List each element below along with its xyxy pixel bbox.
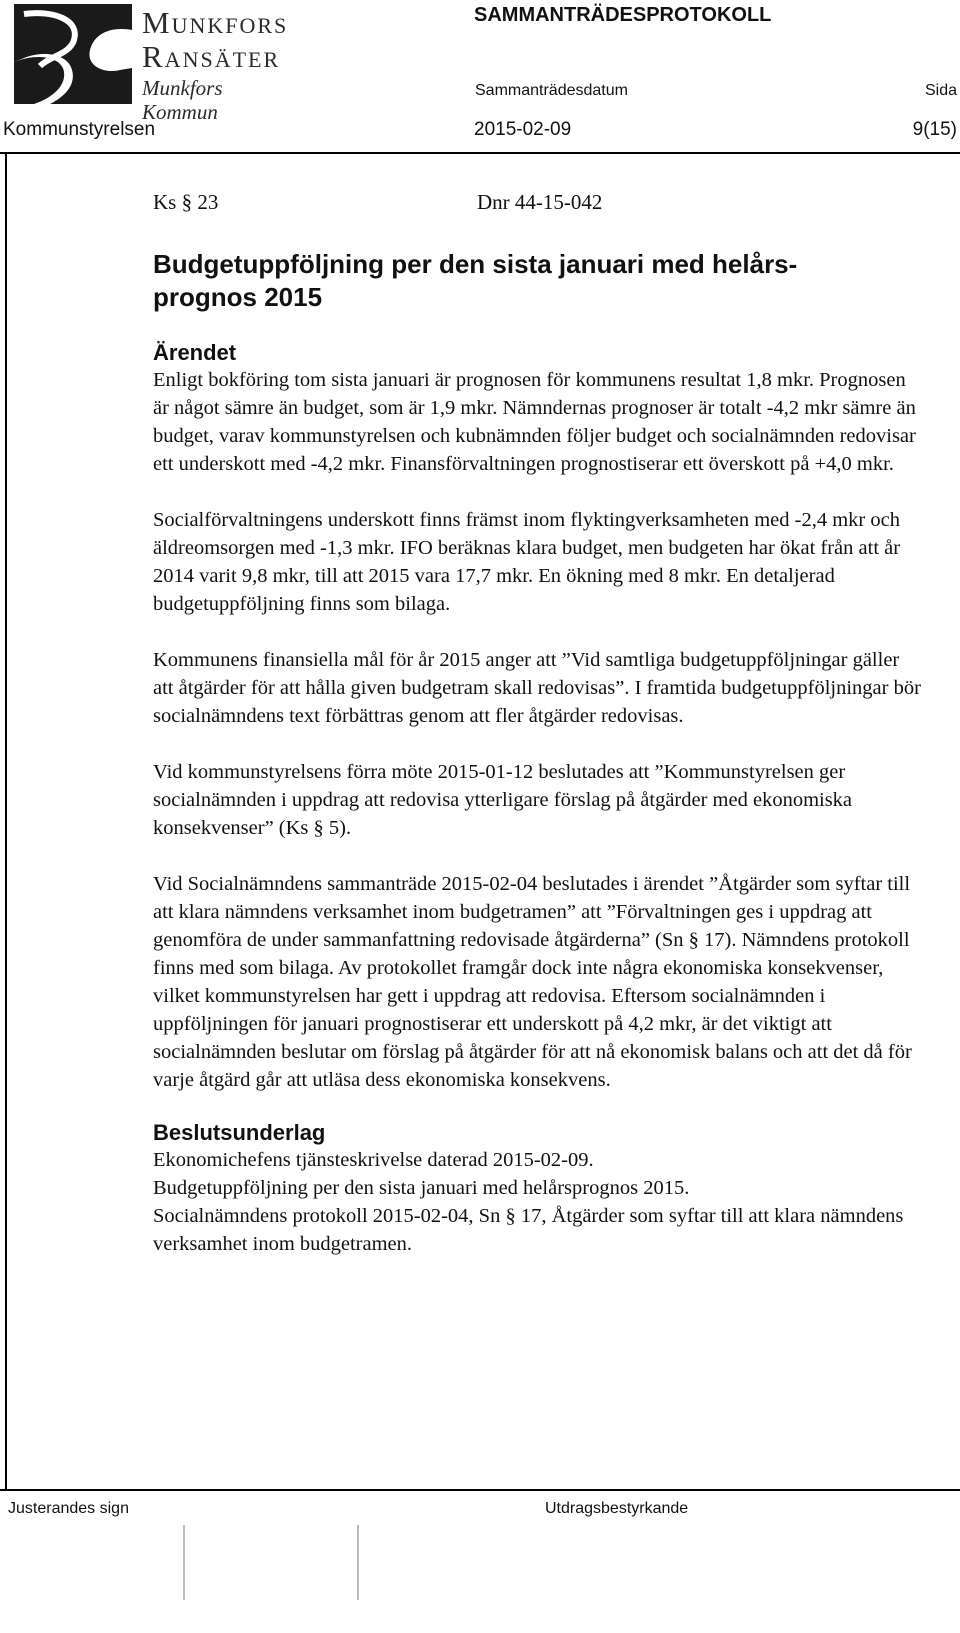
title-line-2: prognos 2015 [153,282,323,312]
page-label: Sida [924,82,957,99]
beslutsunderlag-heading: Beslutsunderlag [153,1120,326,1145]
arendet-paragraph: Vid kommunstyrelsens förra möte 2015-01-12 beslutades att ”Kommunstyrelsen ger socialnämnden i uppdrag att redovisa ytterligare förslag på åtgärder med ekonomiska konsekvenser” (Ks § 5). [153,761,853,839]
title-line-1: Budgetuppföljning per den sista januari med helårs- [153,249,798,279]
diary-number: Dnr 44-15-042 [477,190,603,214]
arendet-paragraph: Kommunens finansiella mål för år 2015 anger att ”Vid samtliga budgetuppföljningar gäller att åtgärder för att hålla given budgetram skall redovisas”. I framtida budgetuppföljningar bör socialnämndens text förbättras genom att fler åtgärder redovisas. [153,649,921,727]
case-number: Ks § 23 [153,190,219,214]
page-number: 9(15) [912,119,957,140]
arendet-paragraph: Socialförvaltningens underskott finns främst inom flyktingverksamheten med -2,4 mkr och äldreomsorgen med -1,3 mkr. IFO beräknas klara budget, men budgeten har ökat från att år 2014 varit 9,8 mkr, till att 2015 vara 17,7 mkr. En ökning med 8 mkr. En detaljerad budgetuppföljning finns som bilaga. [153,509,901,615]
meeting-date: 2015-02-09 [474,119,572,140]
footer-divider [0,1489,960,1491]
protocol-title: SAMMANTRÄDESPROTOKOLL [474,4,772,26]
header-divider [0,152,960,154]
beslutsunderlag-list [153,1146,923,1258]
list-item: Budgetuppföljning per den sista januari med helårsprognos 2015. [153,1177,690,1199]
arendet-paragraph: Vid Socialnämndens sammanträde 2015-02-04 beslutades i ärendet ”Åtgärder som syftar till att klara nämndens verksamhet inom budgetramen” att ”Förvaltningen ges i uppdrag att genomföra de under sammanfattning redovisade åtgärderna” (Sn § 17). Nämndens protokoll finns med som bilaga. Av protokollet framgår dock inte några ekonomiska konsekvenser, vilket kommunstyrelsen har gett i uppdrag att redovisa. Eftersom socialnämnden i uppföljningen för januari prognostiserar ett underskott på 4,2 mkr, är det viktigt att socialnämnden beslutar om förslag på åtgärder för att nå ekonomisk balans och att det då för varje åtgärd går att utläsa dess ekonomiska konsekvens. [153,873,912,1091]
signature-field [183,1525,185,1600]
organ-name: Kommunstyrelsen [3,119,156,140]
document-body [153,188,923,1258]
list-item: Ekonomichefens tjänsteskrivelse daterad 2015-02-09. [153,1149,594,1171]
arendet-paragraph: Enligt bokföring tom sista januari är prognosen för kommunens resultat 1,8 mkr. Prognosen är något sämre än budget, som är 1,9 mkr. Nämndernas prognoser är totalt -4,2 mkr sämre än budget, varav kommunstyrelsen och kubnämnden följer budget och socialnämnden redovisar ett underskott med -4,2 mkr. Finansförvaltningen prognostiserar ett överskott på +4,0 mkr. [153,369,916,475]
utdragsbestyrkande-label: Utdragsbestyrkande [545,1500,689,1517]
justerandes-sign-label: Justerandes sign [8,1500,129,1517]
signature-field [357,1525,359,1600]
list-item: Socialnämndens protokoll 2015-02-04, Sn § 17, Åtgärder som syftar till att klara nämndens verksamhet inom budgetramen. [153,1205,904,1255]
reference-row [153,188,923,220]
margin-rule [5,154,7,1490]
document-title [153,248,923,314]
meeting-date-label: Sammanträdesdatum [475,82,628,99]
logo-line-1: Munkfors [142,5,289,40]
river-emblem-icon [10,0,140,108]
logo-line-3: Munkfors Kommun [142,76,223,124]
municipality-logo [10,0,300,124]
logo-line-2: Ransäter [142,39,281,74]
arendet-heading: Ärendet [153,340,237,365]
